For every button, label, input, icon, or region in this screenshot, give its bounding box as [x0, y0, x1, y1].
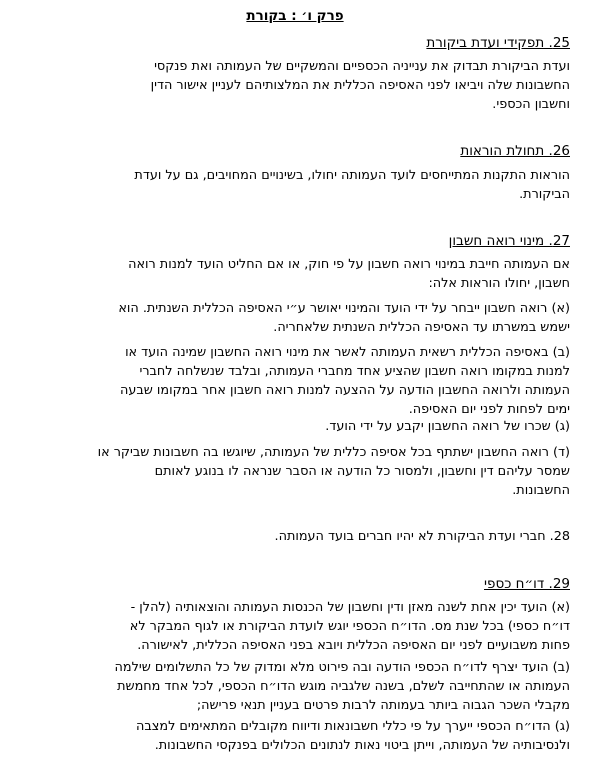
- item-line: (ד) רואה החשבון ישתתף בכל אסיפה כללית של העמותה, שיוגשו בה חשבונות שביקר או: [97, 445, 570, 460]
- item-line: פחות משבועיים לפני יום האסיפה הכללית ויובא בפני האסיפה הכללית, לאישורה.: [137, 638, 570, 653]
- section-26-line: הביקורת.: [519, 187, 570, 202]
- item-line: דו״ח כספי) בכל שנת מס. הדו״ח הכספי יוגש לועדת הביקורת או לגוף המבקר לא: [129, 619, 570, 634]
- section-25-body: [23, 57, 570, 114]
- item-line: העמותה או שהתחייבה לשלם, בשנה שלגביה מוגש הדו״ח הכספי, לכל אחד מחמשת: [117, 679, 570, 694]
- section-26-heading: 26. תחולת הוראות: [460, 143, 570, 159]
- section-27-item-a: [23, 299, 570, 337]
- section-27-intro-line: חשבון, יחולו הוראות אלה:: [428, 276, 570, 291]
- item-line: (ב) הועד יצרף לדו״ח הכספי הודעה ובה פירוט מלא ומדוק של כל התשלומים שילמה: [114, 660, 570, 675]
- item-line: (ג) הדו״ח הכספי ייערך על פי כללי חשבונאות ודיווח מקובלים המתאימים למצבה: [136, 719, 570, 734]
- chapter-title: פרק ו׳ : בקורת: [246, 8, 344, 24]
- section-25-line: החשבונות שלה ויביאו לפני האסיפה הכללית את המלצותיהם לעניין אישור הדין: [150, 78, 570, 93]
- section-27-intro: [23, 255, 570, 293]
- item-line: החשבונות.: [512, 483, 570, 498]
- item-line: (ב) באסיפה הכללית רשאית העמותה לאשר את מינוי רואה החשבון שמינה הועד או: [125, 345, 570, 360]
- section-27-heading: 27. מינוי רואה חשבון: [448, 233, 570, 249]
- section-25-line: וחשבון הכספי.: [492, 97, 570, 112]
- item-line: העמותה ולרואה החשבון הודעה על ההצעה למנות רואה חשבון אחר במקומו שבעה: [120, 383, 570, 398]
- item-line: ימים לפחות לפני יום האסיפה.: [408, 402, 570, 417]
- item-line: ישמש במשרתו עד האסיפה הכללית השנתית שלאחריה.: [273, 320, 570, 335]
- item-line: (ג) שכרו של רואה החשבון יקבע על ידי הועד.: [325, 419, 570, 434]
- section-27-item-c: [23, 417, 570, 436]
- section-28-line: 28. חברי ועדת הביקורת לא יהיו חברים בועד העמותה.: [274, 529, 570, 544]
- section-27-item-d: [23, 443, 570, 500]
- item-line: (א) רואה חשבון ייבחר על ידי הועד והמינוי יאושר ע״י האסיפה הכללית השנתית. הוא: [118, 301, 570, 316]
- section-27-item-b: [23, 343, 570, 419]
- item-line: למנות במקומו רואה חשבון שהציע אחד מחברי העמותה, ובלבד שנשלחה לחברי: [139, 364, 570, 379]
- section-29-heading: 29. דו״ח כספי: [484, 576, 570, 592]
- item-line: ולנסיבותיה של העמותה, וייתן ביטוי נאות לנתונים הכלולים בפנקסי החשבונות.: [154, 738, 570, 753]
- section-29-item-b: [23, 658, 570, 715]
- section-28: [23, 527, 570, 546]
- item-line: (א) הועד יכין אחת לשנה מאזן ודין וחשבון של הכנסות העמותה והוצאותיה (להלן -: [130, 600, 570, 615]
- section-26-body: [23, 166, 570, 204]
- section-26-line: הוראות התקנות המתייחסים לועד העמותה יחולו, בשינויים המחויבים, גם על ועדת: [134, 168, 570, 183]
- section-27-intro-line: אם העמותה חייבת במינוי רואה חשבון על פי חוק, או אם החליט הועד למנות רואה: [128, 257, 570, 272]
- item-line: מקבלי השכר הגבוה ביותר בעמותה לרבות פרטים בעניין תנאי פרישה;: [196, 698, 570, 713]
- item-line: שמסר עליהם דין וחשבון, ולמסור כל הודעה או הסבר שנראה לו בנוגע לאותם: [154, 464, 570, 479]
- section-29-item-c: [23, 717, 570, 755]
- section-25-line: ועדת הביקורת תבדוק את ענייניה הכספיים והמשקיים של העמותה ואת פנקסי: [154, 59, 570, 74]
- section-29-item-a: [23, 598, 570, 655]
- section-25-heading: 25. תפקידי ועדת ביקורת: [426, 35, 570, 51]
